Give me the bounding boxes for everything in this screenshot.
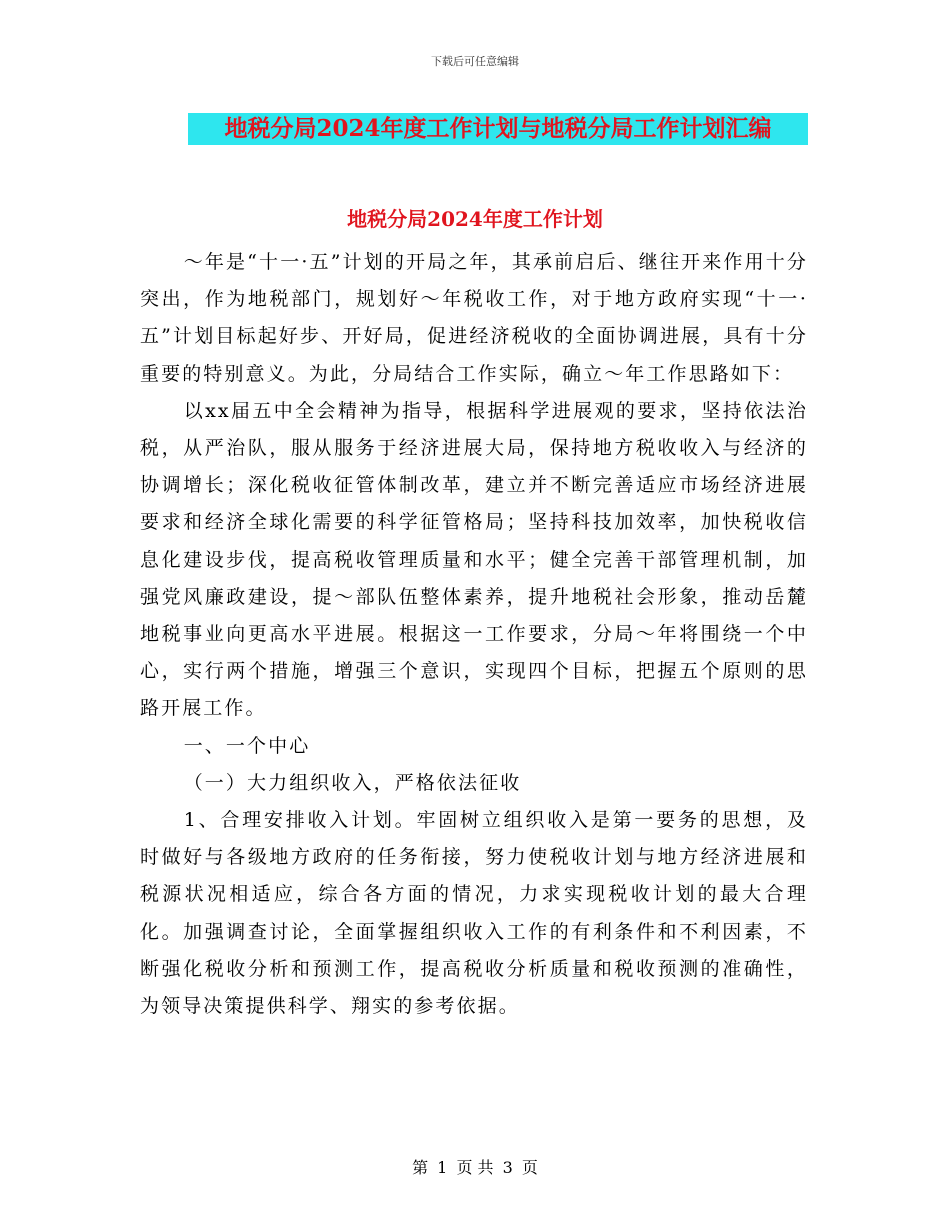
page-label-prefix: 第 bbox=[412, 1158, 429, 1177]
document-title: 地税分局2024年度工作计划与地税分局工作计划汇编 bbox=[224, 115, 772, 142]
document-body bbox=[140, 244, 808, 1025]
page-number bbox=[0, 1155, 950, 1178]
header-note: 下载后可任意编辑 bbox=[431, 55, 519, 68]
page-label-suffix: 页 bbox=[521, 1158, 538, 1177]
page-label-mid: 页 共 bbox=[456, 1158, 494, 1177]
section-title: 地税分局2024年度工作计划 bbox=[347, 207, 603, 231]
page-current: 1 bbox=[437, 1158, 448, 1177]
paragraph-revenue-plan: 1、合理安排收入计划。牢固树立组织收入是第一要务的思想，及时做好与各级地方政府的任务衔接，努力使税收计划与地方经济进展和税源状况相适应，综合各方面的情况，力求实现税收计划的最大合理化。加强调查讨论，全面掌握组织收入工作的有利条件和不利因素，不断强化税收分析和预测工作，提高税收分析质量和税收预测的准确性，为领导决策提供科学、翔实的参考依据。 bbox=[140, 809, 808, 1018]
page-total: 3 bbox=[502, 1158, 513, 1177]
heading-one-center: 一、一个中心 bbox=[183, 734, 311, 757]
subheading-organize-revenue: （一）大力组织收入，严格依法征收 bbox=[183, 771, 522, 794]
paragraph-intro: ～年是“十一·五”计划的开局之年，其承前启后、继往开来作用十分突出，作为地税部门，规划好～年税收工作，对于地方政府实现“十一·五”计划目标起好步、开好局，促进经济税收的全面协调进展，具有十分重要的特别意义。为此，分局结合工作实际，确立～年工作思路如下： bbox=[140, 251, 808, 385]
paragraph-guideline: 以xx届五中全会精神为指导，根据科学进展观的要求，坚持依法治税，从严治队，服从服务于经济进展大局，保持地方税收收入与经济的协调增长；深化税收征管体制改革，建立并不断完善适应市场经济进展要求和经济全球化需要的科学征管格局；坚持科技加效率，加快税收信息化建设步伐，提高税收管理质量和水平；健全完善干部管理机制，加强党风廉政建设，提～部队伍整体素养，提升地税社会形象，推动岳麓地税事业向更高水平进展。根据这一工作要求，分局～年将围绕一个中心，实行两个措施，增强三个意识，实现四个目标，把握五个原则的思路开展工作。 bbox=[140, 399, 808, 720]
